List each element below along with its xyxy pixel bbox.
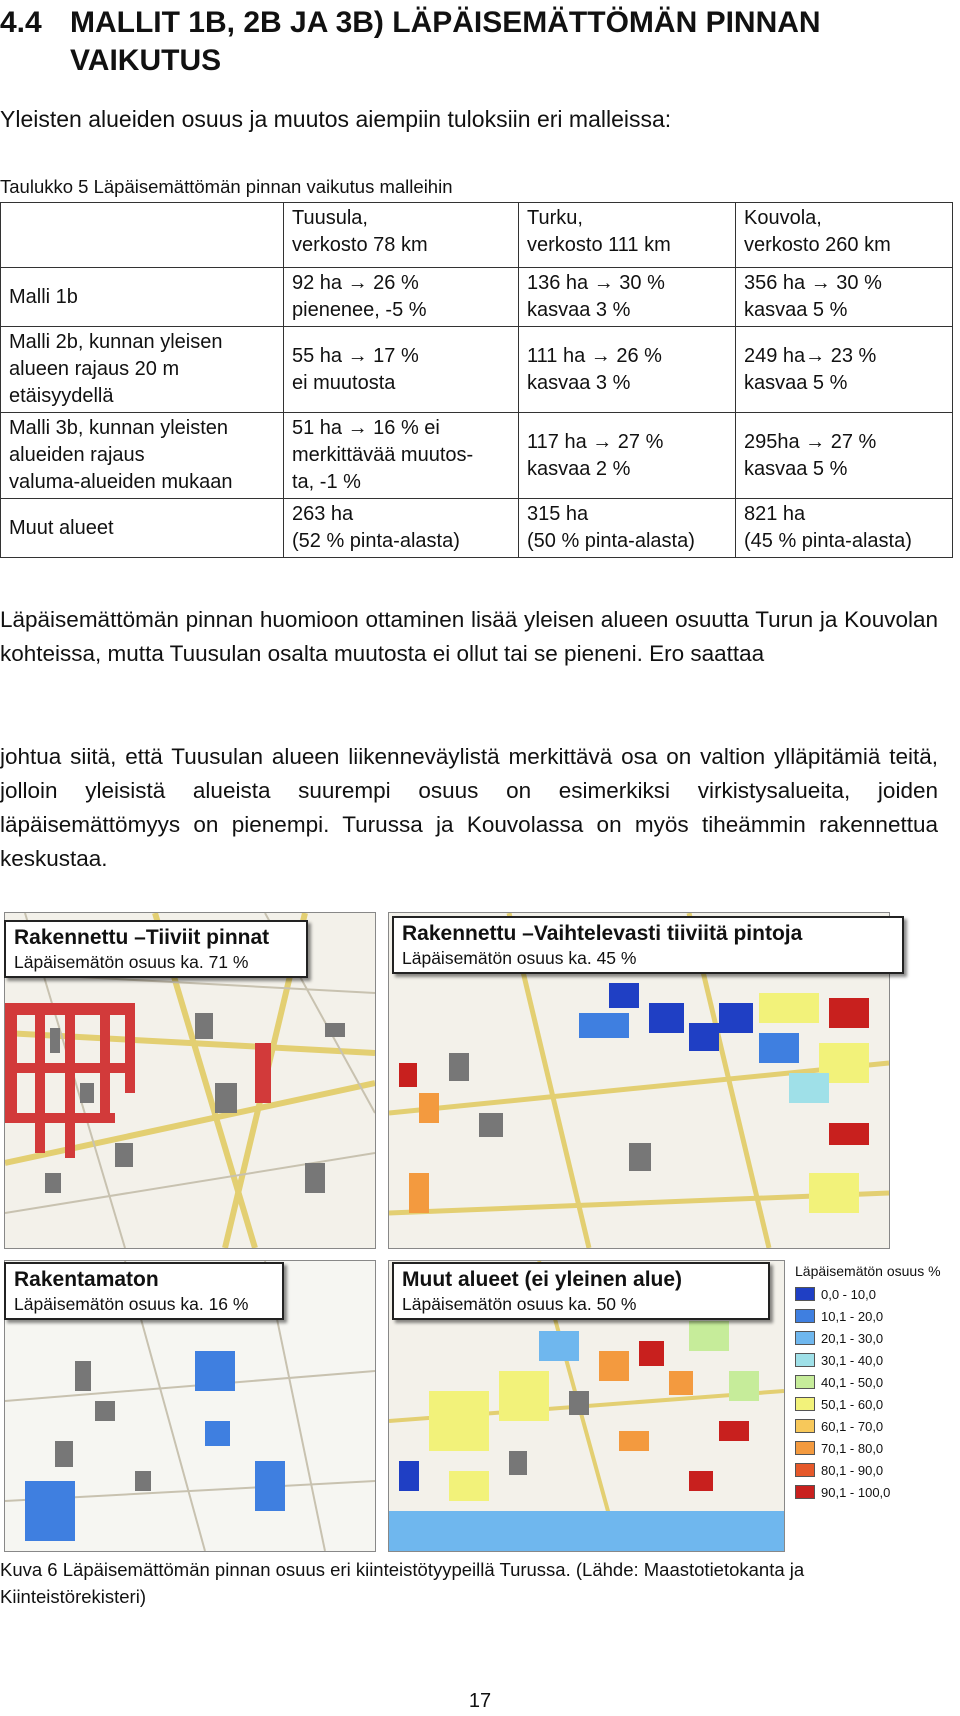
table-cell [284, 327, 519, 413]
map-title: Rakentamaton [14, 1268, 159, 1291]
header-line: Turku, [527, 207, 583, 229]
row-label [1, 499, 284, 558]
legend-label: 60,1 - 70,0 [821, 1418, 884, 1434]
cell-line: 821 ha [744, 503, 806, 525]
legend-item [795, 1372, 957, 1392]
legend-item [795, 1438, 957, 1458]
legend-label: 90,1 - 100,0 [821, 1484, 891, 1500]
legend-label: 0,0 - 10,0 [821, 1286, 876, 1302]
table-row [1, 499, 953, 558]
header-cell-kouvola [736, 203, 953, 268]
table-cell [519, 413, 736, 499]
cell-line: pienenee, -5 % [292, 299, 427, 321]
legend-swatch [795, 1419, 815, 1433]
legend-swatch [795, 1485, 815, 1499]
cell-line: merkittävää muutos- [292, 444, 474, 466]
row-label-line: Malli 1b [9, 285, 78, 308]
legend-swatch [795, 1441, 815, 1455]
cell-line: 315 ha [527, 503, 589, 525]
cell-line: (50 % pinta-alasta) [527, 530, 695, 552]
legend-item [795, 1482, 957, 1502]
legend-item [795, 1460, 957, 1480]
map-label [4, 1262, 284, 1320]
cell-line: kasvaa 3 % [527, 371, 631, 394]
cell-line: 55 ha → 17 % [292, 344, 419, 367]
results-table [0, 202, 953, 558]
cell-line: 136 ha → 30 % [527, 272, 665, 294]
header-line: verkosto 78 km [292, 234, 428, 256]
header-cell-turku [519, 203, 736, 268]
row-label [1, 413, 284, 499]
table-cell [519, 499, 736, 558]
cell-line: 51 ha → 16 % ei [292, 417, 440, 439]
map-subtitle: Läpäisemätön osuus ka. 16 % [14, 1294, 249, 1314]
table-cell [736, 413, 953, 499]
body-paragraph: johtua siitä, että Tuusulan alueen liikenneväylistä merkittävä osa on valtion ylläpitämiä teitä, jolloin yleisistä alueista suurempi osuus on esimerkiksi virkistysalueita, joiden läpäisemättömyys on pienempi. Turussa ja Kouvolassa on myös tiheämmin rakennettua keskustaa. [0, 744, 938, 871]
legend-title: Läpäisemätön osuus % [795, 1263, 941, 1279]
map-subtitle: Läpäisemätön osuus ka. 50 % [402, 1294, 637, 1314]
legend-swatch [795, 1397, 815, 1411]
legend-label: 80,1 - 90,0 [821, 1462, 884, 1478]
cell-line: 263 ha [292, 503, 354, 525]
legend-swatch [795, 1309, 815, 1323]
figure-caption: Kuva 6 Läpäisemättömän pinnan osuus eri kiinteistötyypeillä Turussa. (Lähde: Maastotietokanta ja Kiinteistörekisteri) [0, 1559, 805, 1607]
legend-swatch [795, 1463, 815, 1477]
table-cell [736, 499, 953, 558]
map-label [392, 1262, 770, 1320]
cell-line: 249 ha→ 23 % [744, 344, 877, 367]
header-line: Kouvola, [744, 207, 822, 229]
row-label-line: alueiden rajaus [9, 444, 145, 466]
legend-item [795, 1306, 957, 1326]
legend-swatch [795, 1287, 815, 1301]
table-header-row [1, 203, 953, 268]
cell-line: (45 % pinta-alasta) [744, 530, 912, 552]
table-row [1, 327, 953, 413]
cell-line: 92 ha → 26 % [292, 272, 419, 294]
table-row [1, 268, 953, 327]
legend-items [795, 1284, 957, 1502]
cell-line: 111 ha → 26 % [527, 344, 662, 367]
row-label-line: valuma-alueiden mukaan [9, 471, 233, 493]
cell-line: kasvaa 2 % [527, 457, 631, 480]
legend-label: 70,1 - 80,0 [821, 1440, 884, 1456]
cell-line: kasvaa 5 % [744, 457, 848, 480]
legend-label: 30,1 - 40,0 [821, 1352, 884, 1368]
row-label-line: Malli 3b, kunnan yleisten [9, 417, 229, 439]
cell-line: 295ha → 27 % [744, 430, 877, 453]
map-legend [795, 1262, 957, 1504]
row-label-line: Malli 2b, kunnan yleisen [9, 331, 223, 353]
body-paragraph: Läpäisemättömän pinnan huomioon ottaminen lisää yleisen alueen osuutta Turun ja Kouvolan kohteissa, mutta Tuusulan osalta muutosta ei ollut tai se pieneni. Ero saattaa [0, 607, 938, 666]
header-line: Tuusula, [292, 207, 368, 229]
section-number: 4.4 [0, 6, 42, 39]
legend-item [795, 1394, 957, 1414]
legend-label: 40,1 - 50,0 [821, 1374, 884, 1390]
intro-text: Yleisten alueiden osuus ja muutos aiempiin tuloksiin eri malleissa: [0, 106, 672, 132]
table-cell [519, 268, 736, 327]
cell-line: kasvaa 5 % [744, 299, 848, 321]
legend-item [795, 1350, 957, 1370]
map-label [4, 920, 308, 978]
map-label [392, 916, 904, 974]
table-cell [736, 327, 953, 413]
legend-item [795, 1328, 957, 1348]
cell-line: (52 % pinta-alasta) [292, 530, 460, 552]
map-title: Rakennettu –Vaihtelevasti tiiviitä pintoja [402, 922, 803, 945]
legend-swatch [795, 1375, 815, 1389]
cell-line: ta, -1 % [292, 471, 361, 493]
row-label-line: etäisyydellä [9, 385, 114, 407]
legend-label: 10,1 - 20,0 [821, 1308, 884, 1324]
cell-line: 356 ha → 30 % [744, 272, 882, 294]
table-cell [736, 268, 953, 327]
table-cell [284, 268, 519, 327]
page-number: 17 [468, 1690, 492, 1712]
table-cell [519, 327, 736, 413]
header-cell-empty [1, 203, 284, 268]
row-label-line: Muut alueet [9, 516, 114, 539]
cell-line: kasvaa 3 % [527, 299, 631, 321]
legend-swatch [795, 1331, 815, 1345]
cell-line: kasvaa 5 % [744, 371, 848, 394]
row-label [1, 268, 284, 327]
table-cell [284, 413, 519, 499]
section-title: MALLIT 1B, 2B JA 3B) LÄPÄISEMÄTTÖMÄN PINNAN VAIKUTUS [70, 6, 821, 77]
legend-swatch [795, 1353, 815, 1367]
map-subtitle: Läpäisemätön osuus ka. 45 % [402, 948, 637, 968]
cell-line: ei muutosta [292, 371, 396, 394]
map-title: Muut alueet (ei yleinen alue) [402, 1268, 683, 1291]
header-line: verkosto 111 km [527, 234, 671, 256]
table-row [1, 413, 953, 499]
cell-line: 117 ha → 27 % [527, 430, 664, 453]
map-subtitle: Läpäisemätön osuus ka. 71 % [14, 952, 249, 972]
row-label [1, 327, 284, 413]
legend-label: 20,1 - 30,0 [821, 1330, 884, 1346]
legend-item [795, 1416, 957, 1436]
row-label-line: alueen rajaus 20 m [9, 358, 180, 380]
table-cell [284, 499, 519, 558]
legend-label: 50,1 - 60,0 [821, 1396, 884, 1412]
map-title: Rakennettu –Tiiviit pinnat [14, 926, 270, 949]
legend-item [795, 1284, 957, 1304]
header-cell-tuusula [284, 203, 519, 268]
table-caption: Taulukko 5 Läpäisemättömän pinnan vaikutus malleihin [0, 176, 453, 197]
header-line: verkosto 260 km [744, 234, 891, 256]
